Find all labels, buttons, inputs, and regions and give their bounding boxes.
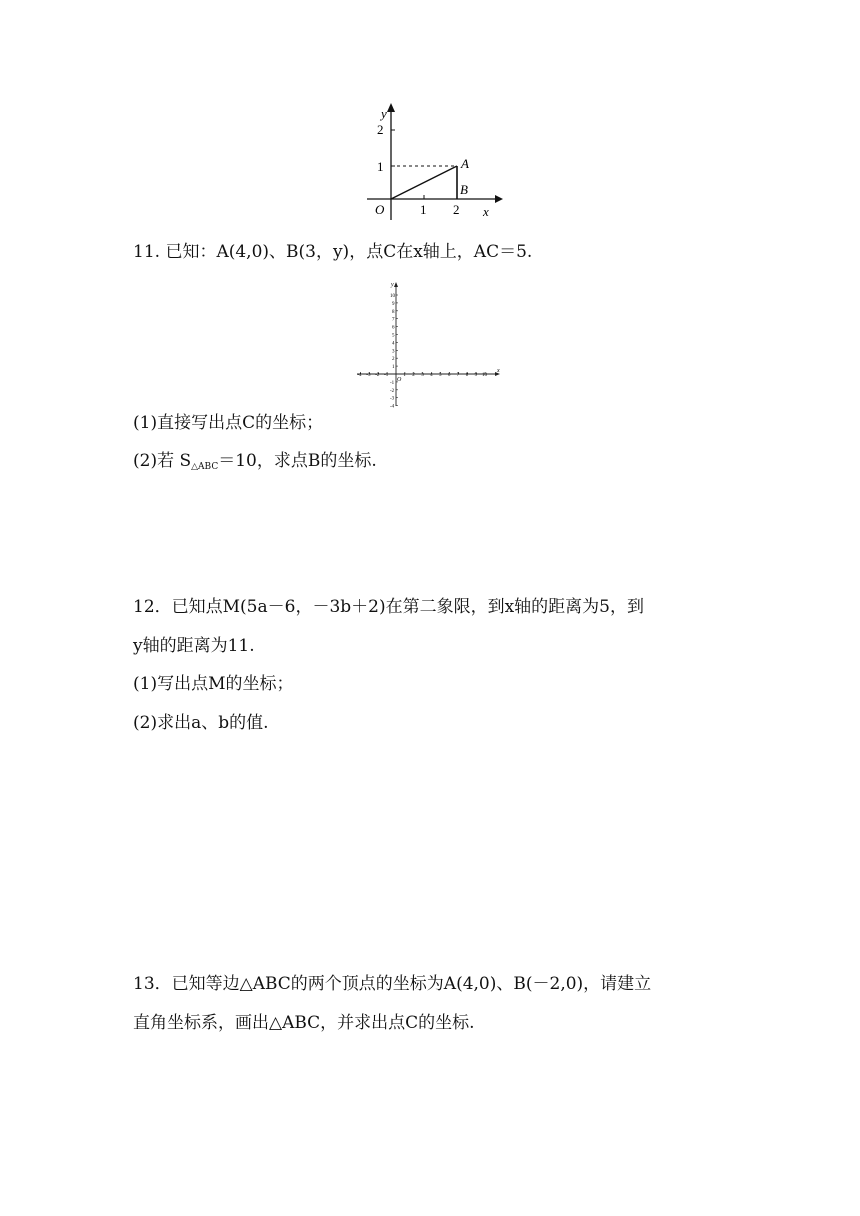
- grid-x-tick-label: 3: [421, 373, 424, 378]
- grid-x-tick-label: -3: [366, 373, 371, 378]
- segment-oa: [391, 166, 457, 199]
- grid-y-tick-label: 8: [392, 309, 395, 315]
- grid-x-tick-label: -1: [384, 373, 389, 378]
- origin-label: O: [375, 202, 385, 217]
- y-tick-label-2: 2: [377, 122, 384, 137]
- grid-y-tick-label: -3: [390, 396, 395, 402]
- q11-part2-prefix: (2)若 S: [133, 451, 192, 471]
- grid-y-tick-label: -1: [390, 380, 395, 386]
- grid-y-tick-label: 9: [392, 301, 395, 307]
- x-axis-label: x: [483, 204, 489, 219]
- q13-line2: 直角坐标系，画出△ABC，并求出点C的坐标.: [133, 1013, 475, 1033]
- grid-y-tick-label: 5: [392, 333, 395, 339]
- q12-line2: y轴的距离为11.: [133, 636, 255, 656]
- grid-y-axis-arrow: [394, 282, 398, 287]
- grid-x-tick-label: -4: [357, 373, 362, 378]
- x-tick-label-2: 2: [453, 202, 460, 217]
- grid-y-tick-label: 10: [390, 294, 395, 299]
- q11-part2-subscript: △ABC: [191, 462, 219, 472]
- grid-x-tick-label: -2: [375, 373, 380, 378]
- grid-x-tick-label: 9: [474, 373, 478, 378]
- q13-line1: 13．已知等边△ABC的两个顶点的坐标为A(4,0)、B(－2,0)，请建立: [133, 974, 652, 994]
- q11-part2: [133, 451, 377, 477]
- grid-origin-label: O: [397, 377, 402, 383]
- grid-x-tick-label: 2: [412, 373, 415, 378]
- x-tick-label-1: 1: [420, 202, 427, 217]
- grid-y-tick-label: -4: [390, 404, 395, 408]
- grid-x-tick-label: 10: [482, 373, 487, 378]
- grid-y-tick-label: 1: [392, 365, 395, 371]
- grid-x-tick-label: 4: [430, 373, 433, 378]
- y-tick-label-1: 1: [377, 159, 384, 174]
- q11-stem: 11. 已知：A(4,0)、B(3，y)，点C在x轴上，AC＝5.: [133, 242, 533, 262]
- grid-y-tick-label: 2: [392, 357, 395, 363]
- grid-y-ticks: [390, 294, 398, 408]
- point-a-label: A: [461, 156, 469, 171]
- y-axis-label: y: [381, 106, 387, 121]
- grid-x-axis-label: x: [497, 368, 500, 374]
- grid-y-tick-label: 4: [392, 341, 395, 347]
- figure-coordinate-grid: [355, 280, 505, 408]
- grid-x-tick-label: 5: [439, 373, 442, 378]
- x-axis-arrow: [495, 195, 503, 203]
- grid-y-tick-label: 6: [392, 325, 395, 331]
- grid-x-tick-label: 1: [403, 373, 406, 378]
- grid-x-tick-label: 6: [447, 373, 451, 378]
- grid-x-tick-label: 7: [456, 373, 460, 378]
- figure-point-a-b: [355, 98, 505, 222]
- grid-y-tick-label: 3: [392, 349, 395, 355]
- q12-part1: (1)写出点M的坐标；: [133, 674, 294, 694]
- point-b-label: B: [460, 182, 468, 197]
- q12-part2: (2)求出a、b的值.: [133, 713, 269, 733]
- q11-part2-suffix: ＝10，求点B的坐标.: [218, 451, 377, 471]
- y-axis-arrow: [387, 103, 395, 112]
- grid-x-tick-label: 8: [465, 373, 469, 378]
- grid-y-tick-label: 7: [392, 317, 395, 323]
- q11-part1: (1)直接写出点C的坐标；: [133, 413, 324, 433]
- grid-x-ticks: [357, 372, 487, 378]
- grid-y-tick-label: -2: [390, 388, 395, 394]
- grid-y-axis-label: y: [391, 282, 394, 288]
- q12-line1: 12．已知点M(5a－6，－3b＋2)在第二象限，到x轴的距离为5，到: [133, 597, 644, 617]
